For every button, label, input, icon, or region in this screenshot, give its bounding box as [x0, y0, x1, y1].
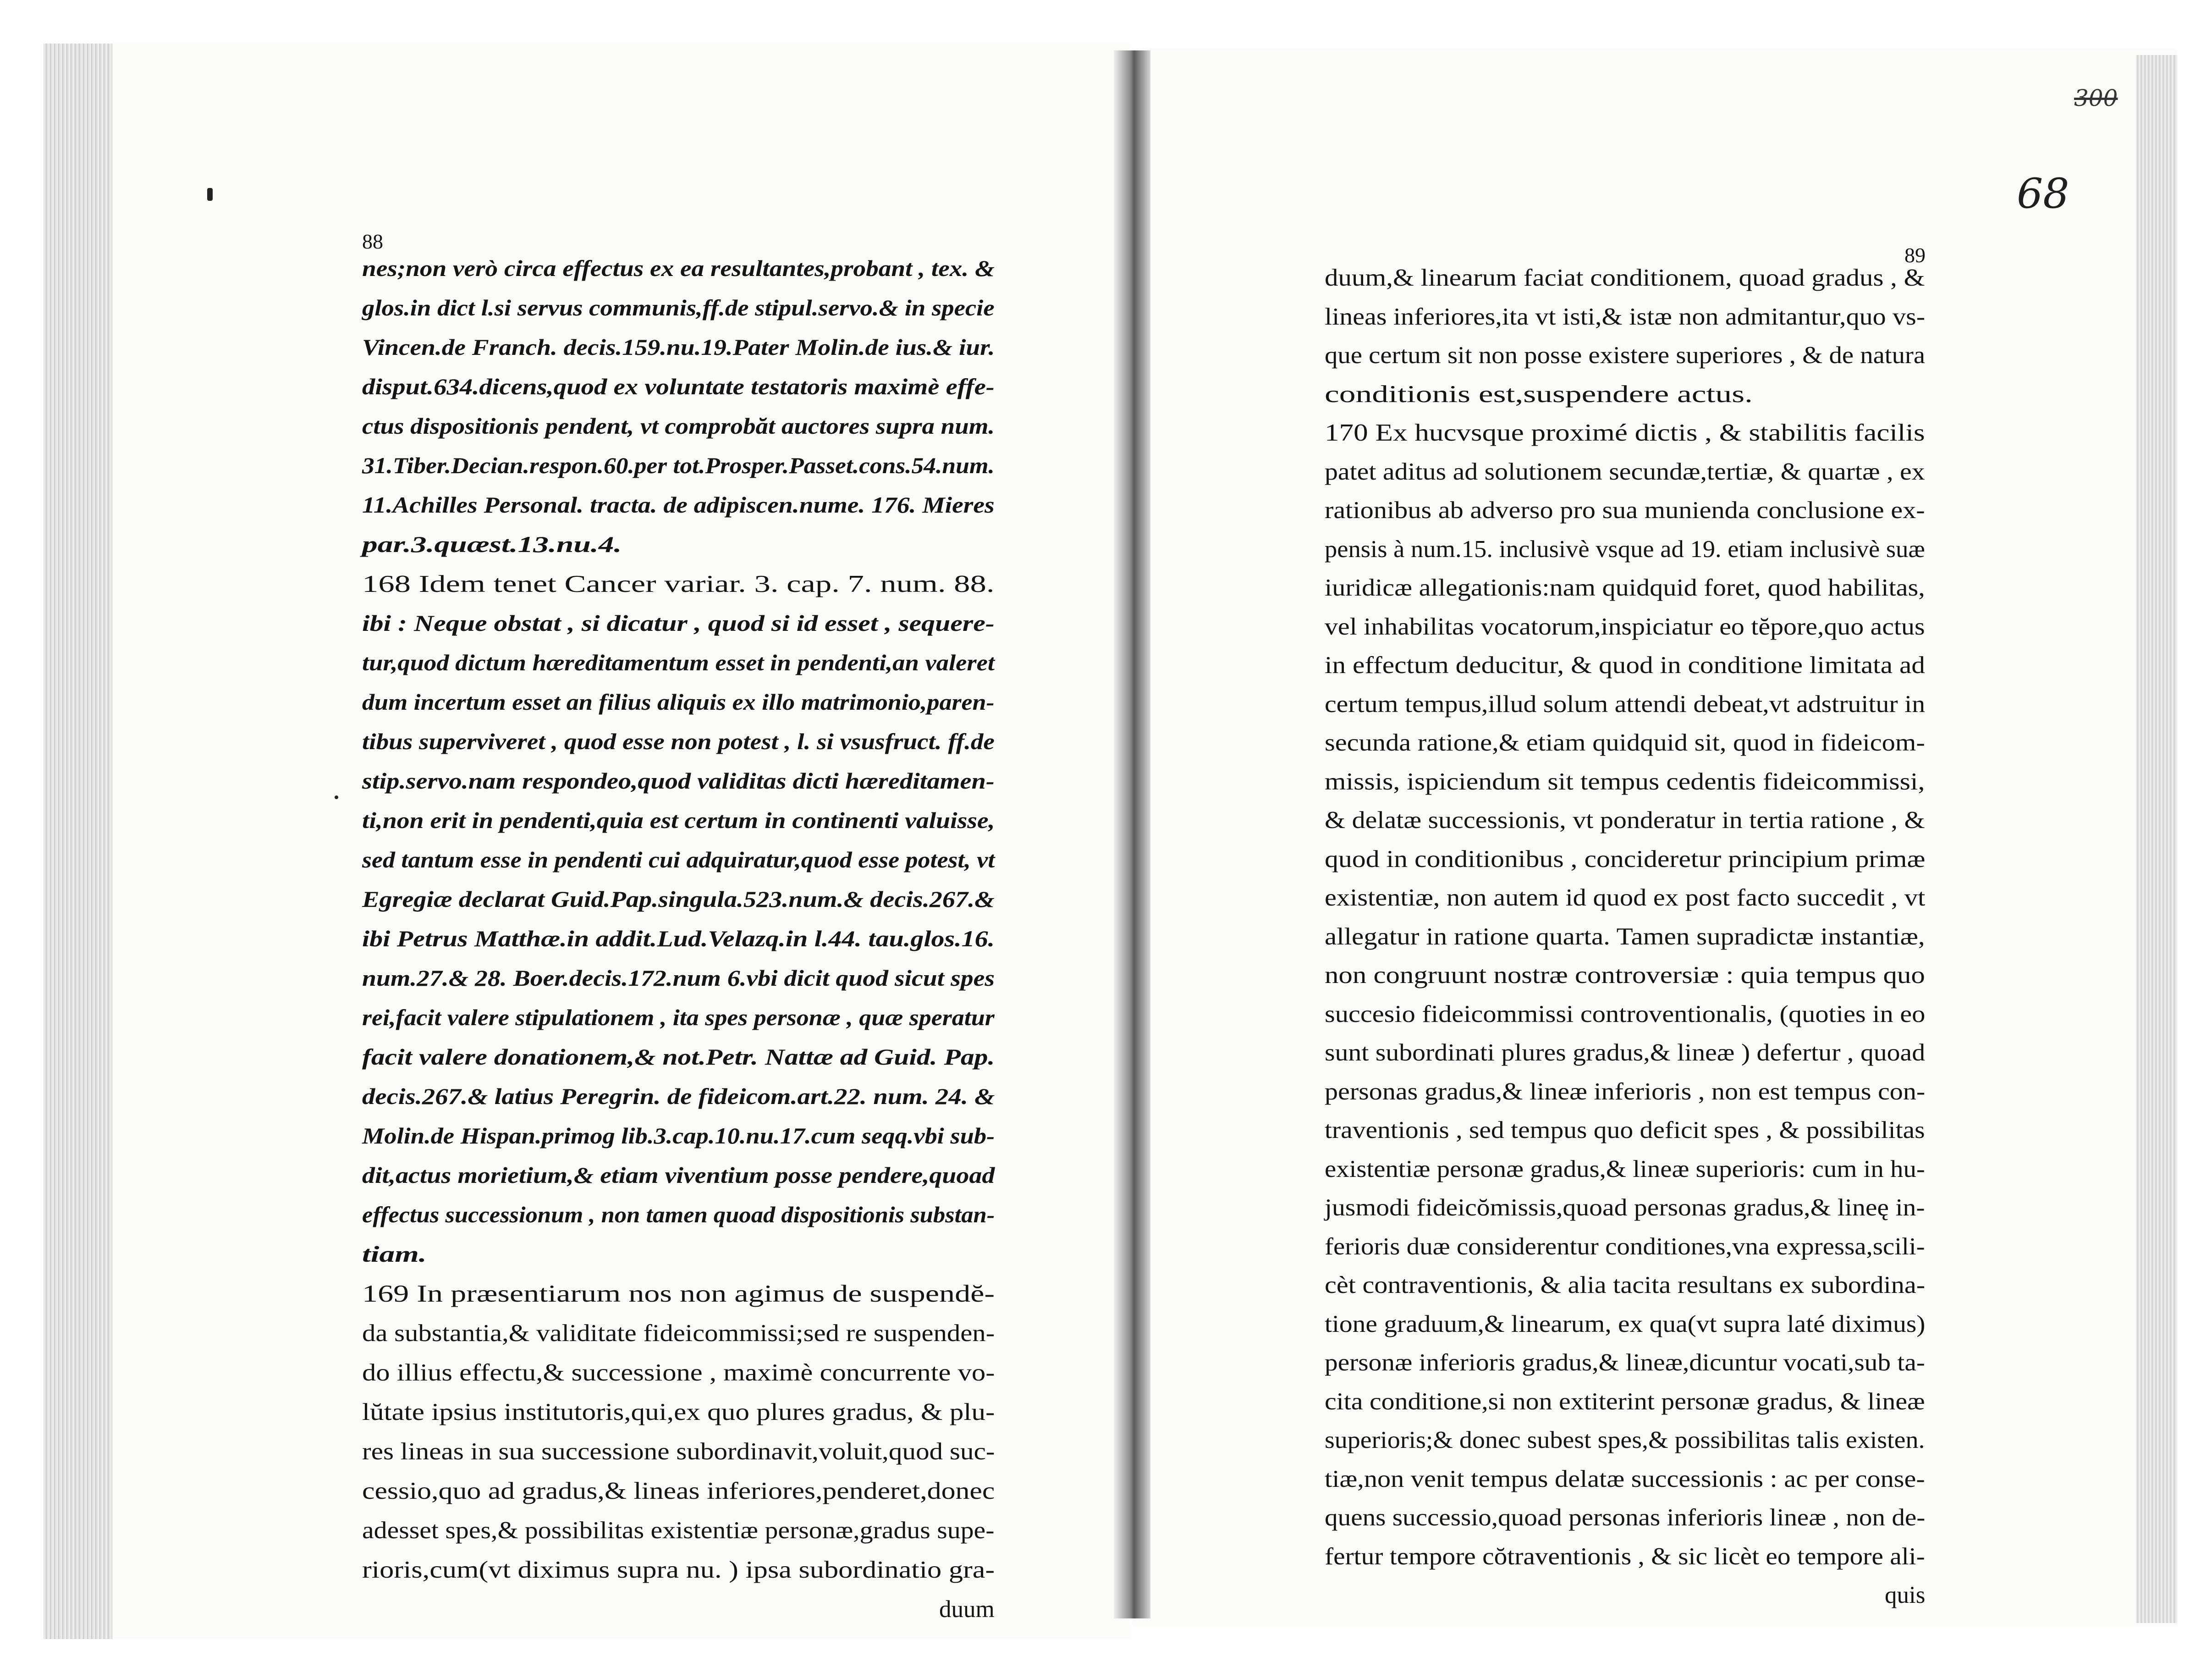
left-page-edges: [44, 44, 112, 1639]
text-line: vel inhabilitas vocatorum,inspiciatur eo tĕpore,quo actus: [1325, 613, 1925, 640]
text-line: que certum sit non posse existere superiores , & de natura: [1325, 342, 1926, 369]
text-line: quens successio,quoad personas inferioris lineæ , non de-: [1325, 1504, 1926, 1531]
text-line: fertur tempore cŏtraventionis , & sic licèt eo tempore ali-: [1325, 1543, 1925, 1570]
text-line: certum tempus,illud solum attendi debeat,vt adstruitur in: [1325, 690, 1926, 718]
text-line: da substantia,& validitate fideicommissi;sed re suspenden-: [362, 1320, 995, 1347]
left-page-number: 88: [362, 230, 383, 253]
text-line: rei,facit valere stipulationem , ita spes personæ , quæ speratur: [362, 1005, 995, 1030]
text-line: rioris,cum(vt diximus supra nu. ) ipsa subordinatio gra-: [362, 1557, 995, 1583]
text-line: 168 Idem tenet Cancer variar. 3. cap. 7. num. 88.: [362, 571, 995, 597]
text-line: cita conditione,si non extiterint personæ gradus, & lineæ: [1325, 1388, 1925, 1415]
text-line: duum: [939, 1596, 995, 1623]
text-line: personas gradus,& lineæ inferioris , non est tempus con-: [1325, 1078, 1926, 1105]
text-line: do illius effectu,& successione , maximè concurrente vo-: [362, 1359, 995, 1386]
text-line: 169 In præsentiarum nos non agimus de suspendĕ-: [362, 1281, 995, 1307]
text-line: facit valere donationem,& not.Petr. Nattæ ad Guid. Pap.: [362, 1044, 995, 1070]
text-line: tur,quod dictum hæreditamentum esset in pendenti,an valeret: [362, 650, 995, 675]
ink-dot: [335, 795, 338, 799]
text-line: patet aditus ad solutionem secundæ,tertiæ, & quartæ , ex: [1325, 458, 1925, 485]
text-line: cèt contraventionis, & alia tacita resultans ex subordina-: [1325, 1272, 1926, 1298]
text-line: effectus successionum , non tamen quoad dispositionis substan-: [362, 1202, 995, 1227]
text-line: tibus superviveret , quod esse non potest , l. si vsusfruct. ff.de: [362, 729, 995, 754]
text-line: quod in conditionibus , concideretur principium primæ: [1325, 845, 1926, 872]
text-line: 31.Tiber.Decian.respon.60.per tot.Prosper.Passet.cons.54.num.: [362, 453, 995, 478]
text-line: iuridicæ allegationis:nam quidquid foret, quod habilitas,: [1325, 574, 1925, 601]
text-line: existentiæ personæ gradus,& lineæ superioris: cum in hu-: [1325, 1155, 1925, 1182]
text-line: adesset spes,& possibilitas existentiæ personæ,gradus supe-: [362, 1517, 995, 1544]
text-line: ti,non erit in pendenti,quia est certum in continenti valuisse,: [362, 807, 995, 833]
text-line: non congruunt nostræ controversiæ : quia tempus quo: [1325, 962, 1925, 988]
text-line: Vincen.de Franch. decis.159.nu.19.Pater Molin.de ius.& iur.: [362, 334, 995, 360]
text-line: personæ inferioris gradus,& lineæ,dicuntur vocati,sub ta-: [1325, 1349, 1925, 1376]
text-line: tiam.: [362, 1241, 427, 1267]
text-line: ibi Petrus Matthæ.in addit.Lud.Velazq.in l.44. tau.glos.16.: [362, 926, 995, 951]
text-line: tione graduum,& linearum, ex qua(vt supra laté diximus): [1325, 1310, 1926, 1337]
book-gutter: [1114, 50, 1150, 1618]
text-line: 170 Ex hucvsque proximé dictis , & stabilitis facilis: [1325, 420, 1925, 446]
text-line: succesio fideicommissi controventionalis, (quoties in eo: [1325, 1000, 1926, 1027]
text-line: nes;non verò circa effectus ex ea resultantes,probant , tex. &: [362, 255, 995, 281]
text-line: ferioris duæ considerentur conditiones,vna expressa,scili-: [1325, 1233, 1925, 1260]
text-line: num.27.& 28. Boer.decis.172.num 6.vbi dicit quod sicut spes: [362, 965, 995, 991]
text-line: pensis à num.15. inclusivè vsque ad 19. etiam inclusivè suæ: [1325, 536, 1925, 563]
text-line: 11.Achilles Personal. tracta. de adipiscen.nume. 176. Mieres: [362, 492, 995, 518]
text-line: conditionis est,suspendere actus.: [1325, 381, 1753, 408]
old-folio-number: 300: [2074, 85, 2118, 111]
text-line: missis, ispiciendum sit tempus cedentis fideicommissi,: [1325, 768, 1925, 795]
text-line: dit,actus morietium,& etiam viventium posse pendere,quoad: [362, 1162, 995, 1188]
text-line: dum incertum esset an filius aliquis ex illo matrimonio,paren-: [362, 689, 995, 715]
text-line: duum,& linearum faciat conditionem, quoad gradus , &: [1325, 265, 1925, 291]
text-line: Egregiæ declarat Guid.Pap.singula.523.num.& decis.267.&: [362, 886, 995, 912]
text-line: quis: [1885, 1582, 1926, 1608]
text-line: existentiæ, non autem id quod ex post facto succedit , vt: [1325, 884, 1926, 911]
text-line: tiæ,non venit tempus delatæ successionis : ac per conse-: [1325, 1465, 1925, 1492]
text-line: traventionis , sed tempus quo deficit spes , & possibilitas: [1325, 1117, 1925, 1143]
text-line: cessio,quo ad gradus,& lineas inferiores,penderet,donec: [362, 1478, 995, 1504]
folio-number: 68: [2017, 170, 2069, 218]
text-line: jusmodi fideicŏmissis,quoad personas gradus,& lineę in-: [1325, 1194, 1925, 1221]
text-line: par.3.quæst.13.nu.4.: [362, 531, 622, 557]
text-line: ibi : Neque obstat , si dicatur , quod si id esset , sequere-: [362, 610, 995, 636]
text-line: sunt subordinati plures gradus,& lineæ ) defertur , quoad: [1325, 1039, 1926, 1066]
text-line: stip.servo.nam respondeo,quod validitas dicti hæreditamen-: [362, 768, 995, 794]
text-line: in effectum deducitur, & quod in conditione limitata ad: [1325, 652, 1925, 679]
text-line: rationibus ab adverso pro sua munienda conclusione ex-: [1325, 497, 1925, 524]
ink-mark: [207, 188, 213, 201]
right-page-edges: [2136, 55, 2177, 1623]
text-line: disput.634.dicens,quod ex voluntate testatoris maximè effe-: [362, 374, 995, 399]
right-page-number: 89: [1904, 243, 1926, 267]
text-line: & delatæ successionis, vt ponderatur in tertia ratione , &: [1325, 807, 1925, 834]
text-line: res lineas in sua successione subordinavit,voluit,quod suc-: [362, 1438, 995, 1465]
text-line: decis.267.& latius Peregrin. de fideicom.art.22. num. 24. &: [362, 1083, 995, 1109]
text-line: lineas inferiores,ita vt isti,& istæ non admitantur,quo vs-: [1325, 303, 1926, 330]
text-line: secunda ratione,& etiam quidquid sit, quod in fideicom-: [1325, 729, 1925, 756]
text-line: sed tantum esse in pendenti cui adquiratur,quod esse potest, vt: [362, 847, 995, 872]
text-line: Molin.de Hispan.primog lib.3.cap.10.nu.17.cum seqq.vbi sub-: [362, 1123, 995, 1148]
text-line: lŭtate ipsius institutoris,qui,ex quo plures gradus, & plu-: [362, 1399, 995, 1425]
text-line: ctus dispositionis pendent, vt comprobăt auctores supra num.: [362, 413, 995, 439]
text-line: allegatur in ratione quarta. Tamen supradictæ instantiæ,: [1325, 923, 1925, 950]
text-line: glos.in dict l.si servus communis,ff.de stipul.servo.& in specie: [362, 295, 995, 320]
text-line: superioris;& donec subest spes,& possibilitas talis existen.: [1325, 1427, 1925, 1453]
